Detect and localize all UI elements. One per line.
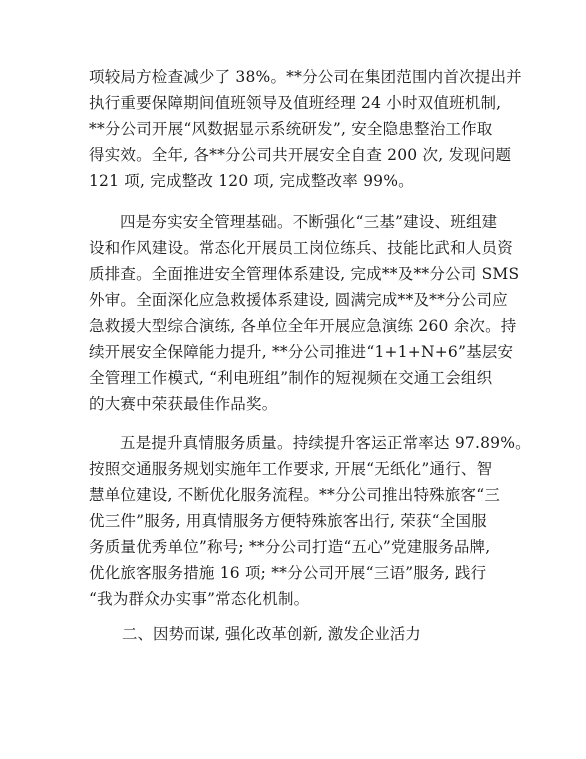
text-line: 四是夯实安全管理基础。不断强化“三基”建设、班组建: [120, 213, 498, 231]
text-line: **分公司开展“风数据显示系统研发”, 安全隐患整治工作取: [89, 120, 493, 138]
text-line: 121 项, 完成整改 120 项, 完成整改率 99%。: [89, 172, 414, 190]
text-line: 急救援大型综合演练, 各单位全年开展应急演练 260 余次。持: [89, 317, 517, 335]
text-line: 续开展安全保障能力提升, **分公司推进“1+1+N+6”基层安: [89, 343, 514, 361]
text-line: 优化旅客服务措施 16 项; **分公司开展“三语”服务, 践行: [89, 564, 487, 582]
text-line: 外审。全面深化应急救援体系建设, 圆满完成**及**分公司应: [89, 291, 508, 309]
text-line: 设和作风建设。常态化开展员工岗位练兵、技能比武和人员资: [89, 239, 513, 257]
paragraph-service-quality: [89, 430, 531, 612]
paragraph-safety-foundation: [89, 209, 520, 417]
text-line: 的大赛中荣获最佳作品奖。: [89, 395, 278, 413]
text-line: 慧单位建设, 不断优化服务流程。**分公司推出特殊旅客“三: [89, 486, 501, 504]
paragraph-safety-inspection: [89, 64, 522, 194]
text-line: 全管理工作模式, “利电班组”制作的短视频在交通工会组织: [89, 369, 493, 387]
text-line: 优三件”服务, 用真情服务方便特殊旅客出行, 荣获“全国服: [89, 512, 487, 530]
text-line: 五是提升真情服务质量。持续提升客运正常率达 97.89%。: [120, 434, 531, 452]
text-line: 执行重要保障期间值班领导及值班经理 24 小时双值班机制,: [89, 94, 502, 112]
section-heading: 二、因势而谋, 强化改革创新, 激发企业活力: [122, 625, 421, 643]
text-line: 按照交通服务规划实施年工作要求, 开展“无纸化”通行、智: [89, 460, 493, 478]
text-line: 项较局方检查减少了 38%。**分公司在集团范围内首次提出并: [89, 68, 522, 86]
text-line: 务质量优秀单位”称号; **分公司打造“五心”党建服务品牌,: [89, 538, 491, 556]
text-line: “我为群众办实事”常态化机制。: [89, 590, 310, 608]
text-line: 质排查。全面推进安全管理体系建设, 完成**及**分公司 SMS: [89, 265, 520, 283]
text-line: 得实效。全年, 各**分公司共开展安全自查 200 次, 发现问题: [89, 146, 512, 164]
